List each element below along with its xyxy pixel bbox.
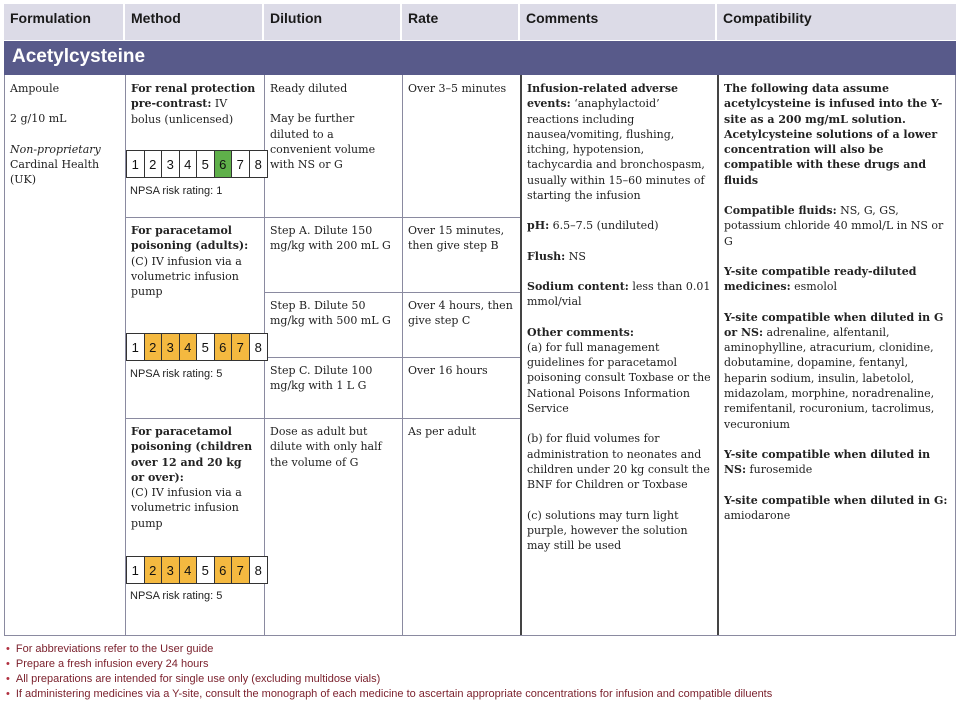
formulation-proprietary: Non-proprietary bbox=[10, 142, 101, 156]
risk-cell-highlight: 2 bbox=[145, 334, 163, 360]
method-title: For renal protection pre-contrast: bbox=[131, 82, 256, 111]
risk-cell: 8 bbox=[250, 557, 268, 583]
method-title: For paracetamol poisoning (adults): bbox=[131, 224, 249, 253]
risk-cell: 1 bbox=[127, 334, 145, 360]
risk-cell-highlight: 4 bbox=[180, 334, 198, 360]
rate-step-a: Over 15 minutes, then give step B bbox=[408, 224, 505, 253]
ph-label: pH: bbox=[527, 219, 550, 233]
drug-name-band: Acetylcysteine bbox=[4, 41, 956, 75]
risk-cell: 7 bbox=[232, 151, 250, 177]
ph-value: 6.5–7.5 (undiluted) bbox=[549, 219, 659, 233]
header-rate: Rate bbox=[402, 4, 520, 40]
flush-label: Flush: bbox=[527, 249, 566, 263]
rate-child: As per adult bbox=[408, 425, 477, 438]
header-method: Method bbox=[125, 4, 264, 40]
footnote: • All preparations are intended for single use only (excluding multidose vials) bbox=[6, 673, 380, 685]
rate-bolus: Over 3–5 minutes bbox=[408, 82, 507, 95]
dilution-ready bbox=[264, 76, 402, 177]
ns-value: furosemide bbox=[746, 463, 813, 477]
risk-cell: 5 bbox=[197, 557, 215, 583]
compatibility-intro: The following data assume acetylcysteine is infused into the Y-site as a 200 mg/mL solution. Acetylcysteine solutions of a lower concentration will also be compatible with these drugs and fluids bbox=[724, 82, 943, 187]
dilution-step-c: Step C. Dilute 100 mg/kg with 1 L G bbox=[270, 364, 373, 393]
formulation-type: Ampoule bbox=[10, 82, 60, 95]
risk-cell: 8 bbox=[250, 151, 268, 177]
comments-cell bbox=[521, 76, 717, 558]
dilution-child: Dose as adult but dilute with only half the volume of G bbox=[270, 425, 382, 469]
method-title: For paracetamol poisoning (children over 12 and 20 kg or over): bbox=[131, 425, 253, 484]
dilution-step-b: Step B. Dilute 50 mg/kg with 500 mL G bbox=[270, 299, 391, 328]
risk-scale bbox=[126, 150, 268, 178]
risk-cell: 8 bbox=[250, 334, 268, 360]
other-comment-b: (b) for fluid volumes for administration to neonates and children under 20 kg consult the BNF for Children or Toxbase bbox=[527, 432, 710, 492]
risk-scale bbox=[126, 556, 268, 584]
compatible-fluids-value: NS, G, GS, potassium chloride 40 mmol/L in NS or G bbox=[724, 204, 944, 248]
other-comment-c: (c) solutions may turn light purple, however the solution may still be used bbox=[527, 508, 688, 553]
adverse-events-label: Infusion-related adverse events: bbox=[527, 82, 679, 111]
risk-cell-highlight: 7 bbox=[232, 557, 250, 583]
method-text: (C) IV infusion via a volumetric infusion pump bbox=[131, 486, 242, 530]
sodium-label: Sodium content: bbox=[527, 279, 629, 293]
risk-cell: 1 bbox=[127, 151, 145, 177]
footnote: • If administering medicines via a Y-site, consult the monograph of each medicine to ascertain appropriate concentrations for infusion and compatible diluents bbox=[6, 688, 772, 700]
ns-label: Y-site compatible when diluted in NS: bbox=[724, 447, 931, 477]
method-renal bbox=[125, 76, 264, 132]
compatible-fluids-label: Compatible fluids: bbox=[724, 204, 837, 218]
formulation-strength: 2 g/10 mL bbox=[10, 112, 67, 126]
g-ns-value: adrenaline, alfentanil, aminophylline, atracurium, clonidine, dobutamine, dopamine, fentanyl, heparin sodium, insulin, labetolol, midazolam, morphine, noradrenaline, remifentanil, rocuronium, tacrolimus, vecuronium bbox=[724, 325, 935, 431]
risk-scale bbox=[126, 333, 268, 361]
ready-diluted-value: esmolol bbox=[790, 280, 838, 294]
risk-cell: 5 bbox=[197, 334, 215, 360]
header-compatibility: Compatibility bbox=[717, 4, 956, 40]
rate-step-c: Over 16 hours bbox=[408, 364, 488, 377]
other-comment-a: (a) for full management guidelines for paracetamol poisoning consult Toxbase or the National Poisons Information Service bbox=[527, 340, 711, 416]
footnote: • Prepare a fresh infusion every 24 hours bbox=[6, 658, 208, 670]
header-dilution: Dilution bbox=[264, 4, 402, 40]
compatibility-cell bbox=[718, 76, 956, 528]
risk-cell-highlight: 3 bbox=[162, 557, 180, 583]
risk-cell-highlight: 2 bbox=[145, 557, 163, 583]
risk-cell-highlight: 7 bbox=[232, 334, 250, 360]
g-ns-label: Y-site compatible when diluted in G or NS: bbox=[724, 310, 944, 339]
dilution-text: May be further diluted to a convenient volume with NS or G bbox=[270, 112, 376, 172]
g-value: amiodarone bbox=[724, 508, 791, 522]
risk-cell: 3 bbox=[162, 151, 180, 177]
risk-cell-highlight: 6 bbox=[215, 557, 233, 583]
risk-cell-highlight: 4 bbox=[180, 557, 198, 583]
risk-cell: 2 bbox=[145, 151, 163, 177]
risk-cell-highlight: 6 bbox=[215, 334, 233, 360]
formulation-manufacturer: Cardinal Health (UK) bbox=[10, 157, 100, 187]
footnote: • For abbreviations refer to the User guide bbox=[6, 643, 213, 655]
risk-cell-highlight: 3 bbox=[162, 334, 180, 360]
rate-step-b: Over 4 hours, then give step C bbox=[408, 299, 513, 328]
divider bbox=[402, 75, 403, 635]
risk-cell: 5 bbox=[197, 151, 215, 177]
adverse-events-text: ‘anaphylactoid’ reactions including nausea/vomiting, flushing, itching, hypotension, tachycardia and bronchospasm, usually within 15–60 minutes of starting the infusion bbox=[527, 97, 705, 203]
header-comments: Comments bbox=[520, 4, 717, 40]
g-label: Y-site compatible when diluted in G: bbox=[724, 493, 948, 507]
flush-value: NS bbox=[565, 249, 586, 263]
method-text: IV bolus (unlicensed) bbox=[131, 97, 234, 126]
risk-cell: 1 bbox=[127, 557, 145, 583]
header-formulation: Formulation bbox=[4, 4, 125, 40]
method-children bbox=[125, 419, 264, 536]
formulation-cell bbox=[4, 76, 125, 192]
risk-rating-label: NPSA risk rating: 1 bbox=[130, 185, 223, 197]
method-text: (C) IV infusion via a volumetric infusion pump bbox=[131, 254, 242, 299]
risk-rating-label: NPSA risk rating: 5 bbox=[130, 368, 223, 380]
dilution-step-a: Step A. Dilute 150 mg/kg with 200 mL G bbox=[270, 224, 391, 253]
ready-diluted-label: Y-site compatible ready-diluted medicines: bbox=[724, 264, 917, 294]
dilution-text: Ready diluted bbox=[270, 82, 348, 95]
risk-rating-label: NPSA risk rating: 5 bbox=[130, 590, 223, 602]
method-adults bbox=[125, 218, 264, 304]
risk-cell-highlight: 6 bbox=[215, 151, 233, 177]
sodium-value: less than 0.01 mmol/vial bbox=[527, 279, 711, 309]
risk-cell: 4 bbox=[180, 151, 198, 177]
other-comments-label: Other comments: bbox=[527, 325, 634, 339]
